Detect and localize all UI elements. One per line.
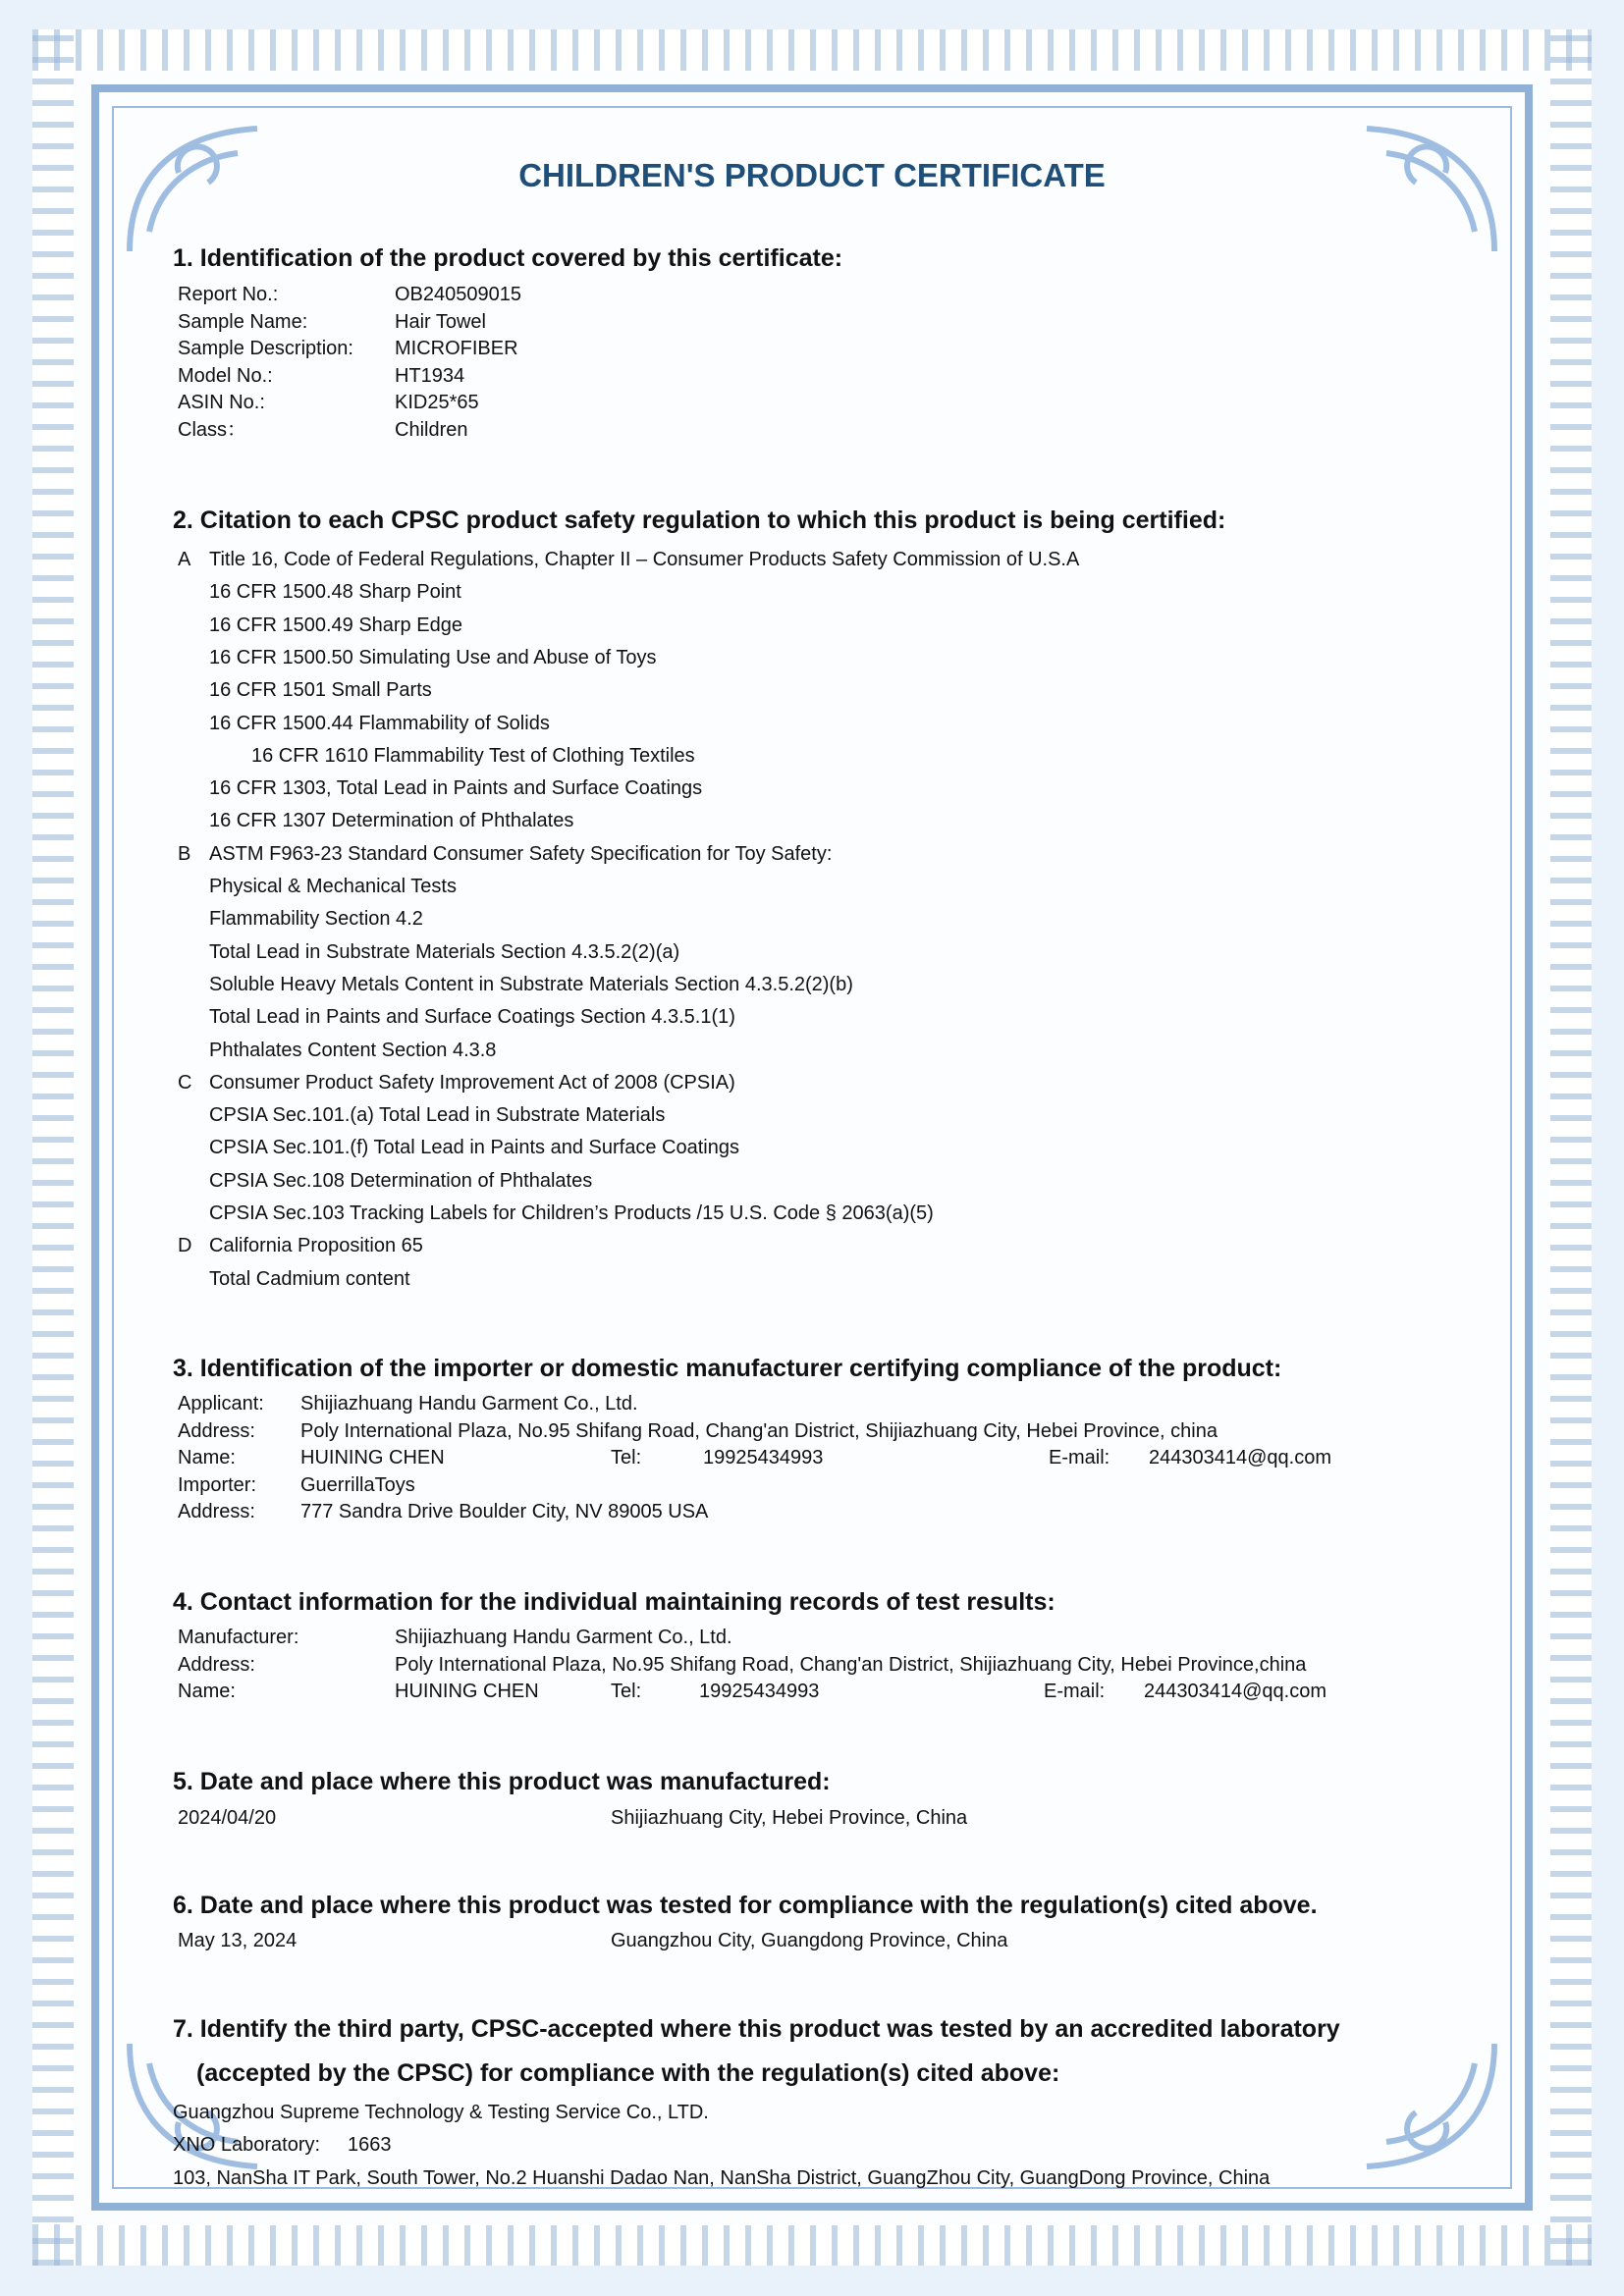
citation-item: 16 CFR 1500.44 Flammability of Solids: [209, 712, 550, 734]
citation-item: Soluble Heavy Metals Content in Substrate Materials Section 4.3.5.2(2)(b): [209, 973, 853, 995]
citation-item: 16 CFR 1610 Flammability Test of Clothing Textiles: [251, 744, 695, 767]
field-label: Address:: [178, 1419, 255, 1442]
citation-letter: C: [178, 1071, 192, 1094]
citation-item: 16 CFR 1501 Small Parts: [209, 679, 432, 702]
field-value: Children: [395, 418, 468, 441]
citation-item: Total Cadmium content: [209, 1267, 410, 1290]
manufacture-date: 2024/04/20: [178, 1807, 277, 1829]
field-label: Name:: [178, 1447, 236, 1468]
laboratory-id-label: XNO Laboratory:: [173, 2134, 321, 2156]
field-value: HUINING CHEN: [395, 1681, 539, 1702]
section-4-heading: 4. Contact information for the individual maintaining records of test results:: [173, 1588, 1056, 1616]
citation-item: Phthalates Content Section 4.3.8: [209, 1039, 497, 1061]
field-label: Model No.:: [178, 364, 273, 387]
citation-item: Title 16, Code of Federal Regulations, Chapter II – Consumer Products Safety Commission of U.S.A: [209, 549, 1080, 570]
field-label: Class：: [178, 418, 247, 441]
section-3-heading: 3. Identification of the importer or domestic manufacturer certifying compliance of the product:: [173, 1355, 1282, 1382]
citation-item: California Proposition 65: [209, 1235, 423, 1257]
email-label: E-mail:: [1044, 1681, 1106, 1702]
citation-item: 16 CFR 1303, Total Lead in Paints and Surface Coatings: [209, 777, 703, 800]
field-value: HT1934: [395, 364, 465, 387]
field-label: Address:: [178, 1653, 255, 1676]
laboratory-address: 103, NanSha IT Park, South Tower, No.2 Huanshi Dadao Nan, NanSha District, GuangZhou City, GuangDong Province, China: [173, 2167, 1271, 2189]
email-value: 244303414@qq.com: [1144, 1681, 1326, 1702]
section-5-heading: 5. Date and place where this product was manufactured:: [173, 1768, 831, 1795]
field-label: Report No.:: [178, 284, 279, 305]
citation-item: ASTM F963-23 Standard Consumer Safety Specification for Toy Safety:: [209, 842, 833, 865]
field-label: Sample Description:: [178, 338, 353, 359]
citation-item: CPSIA Sec.101.(a) Total Lead in Substrate Materials: [209, 1104, 666, 1127]
citation-item: 16 CFR 1500.50 Simulating Use and Abuse of Toys: [209, 646, 657, 668]
citation-item: 16 CFR 1307 Determination of Phthalates: [209, 810, 574, 832]
citation-item: Physical & Mechanical Tests: [209, 876, 457, 897]
section-1-heading: 1. Identification of the product covered by this certificate:: [173, 244, 843, 272]
tel-value: 19925434993: [699, 1681, 820, 1702]
field-label: Sample Name:: [178, 310, 308, 333]
field-value: 777 Sandra Drive Boulder City, NV 89005 USA: [300, 1501, 709, 1522]
field-label: Name:: [178, 1681, 236, 1702]
citation-item: Flammability Section 4.2: [209, 908, 423, 931]
field-value: Poly International Plaza, No.95 Shifang Road, Chang'an District, Shijiazhuang City, Hebei Province, china: [300, 1419, 1218, 1442]
field-value: Shijiazhuang Handu Garment Co., Ltd.: [395, 1627, 732, 1648]
tel-value: 19925434993: [703, 1447, 824, 1468]
email-value: 244303414@qq.com: [1149, 1447, 1331, 1468]
field-value: GuerrillaToys: [300, 1473, 415, 1496]
citation-item: CPSIA Sec.103 Tracking Labels for Children’s Products /15 U.S. Code § 2063(a)(5): [209, 1202, 934, 1224]
section-7-heading: 7. Identify the third party, CPSC-accepted where this product was tested by an accredited laboratory: [173, 2015, 1340, 2043]
section-6-heading: 6. Date and place where this product was tested for compliance with the regulation(s) cited above.: [173, 1892, 1318, 1919]
section-7-heading-continued: (accepted by the CPSC) for compliance with the regulation(s) cited above:: [196, 2059, 1060, 2087]
citation-item: Consumer Product Safety Improvement Act of 2008 (CPSIA): [209, 1071, 735, 1094]
citation-item: 16 CFR 1500.49 Sharp Edge: [209, 614, 462, 636]
field-label: ASIN No.:: [178, 392, 265, 413]
field-value: Shijiazhuang Handu Garment Co., Ltd.: [300, 1393, 638, 1415]
email-label: E-mail:: [1049, 1447, 1110, 1468]
tel-label: Tel:: [611, 1447, 642, 1468]
citation-item: Total Lead in Paints and Surface Coatings Section 4.3.5.1(1): [209, 1006, 735, 1029]
field-label: Address:: [178, 1501, 255, 1522]
citation-item: 16 CFR 1500.48 Sharp Point: [209, 581, 461, 604]
field-label: Applicant:: [178, 1393, 264, 1415]
corner-flourish-icon: [1357, 2034, 1504, 2181]
section-2-heading: 2. Citation to each CPSC product safety regulation to which this product is being certified:: [173, 507, 1226, 534]
citation-letter: B: [178, 842, 191, 865]
laboratory-name: Guangzhou Supreme Technology & Testing Service Co., LTD.: [173, 2102, 709, 2123]
field-label: Importer:: [178, 1473, 257, 1496]
field-value: Poly International Plaza, No.95 Shifang Road, Chang'an District, Shijiazhuang City, Hebei Province,china: [395, 1653, 1307, 1676]
citation-letter: A: [178, 549, 191, 570]
certificate-title: CHILDREN'S PRODUCT CERTIFICATE: [518, 157, 1106, 193]
citation-item: Total Lead in Substrate Materials Section 4.3.5.2(2)(a): [209, 940, 680, 963]
citation-letter: D: [178, 1235, 192, 1257]
tel-label: Tel:: [611, 1681, 642, 1702]
field-value: Hair Towel: [395, 310, 486, 333]
citation-item: CPSIA Sec.101.(f) Total Lead in Paints and Surface Coatings: [209, 1137, 739, 1159]
field-value: KID25*65: [395, 392, 479, 413]
citation-item: CPSIA Sec.108 Determination of Phthalates: [209, 1169, 593, 1192]
laboratory-id: 1663: [348, 2134, 392, 2156]
field-value: HUINING CHEN: [300, 1447, 445, 1468]
test-date: May 13, 2024: [178, 1930, 298, 1951]
test-place: Guangzhou City, Guangdong Province, China: [611, 1930, 1008, 1951]
field-label: Manufacturer:: [178, 1627, 299, 1648]
field-value: MICROFIBER: [395, 338, 518, 359]
field-value: OB240509015: [395, 284, 522, 305]
manufacture-place: Shijiazhuang City, Hebei Province, China: [611, 1807, 968, 1829]
